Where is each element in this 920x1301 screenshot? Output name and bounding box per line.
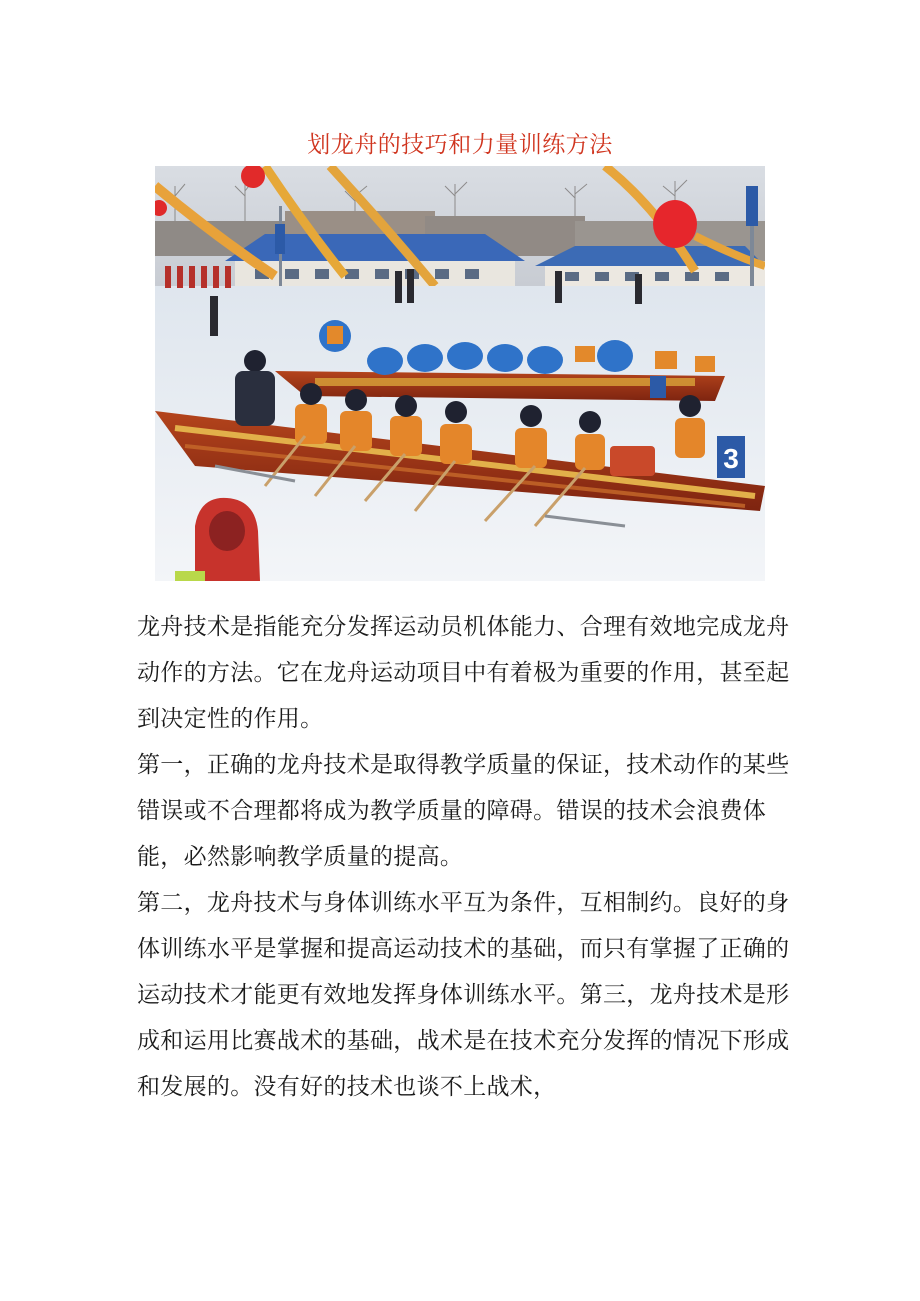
article-body [137, 604, 807, 1110]
boat-number-label: 3 [723, 443, 739, 474]
paragraph-2: 第一，正确的龙舟技术是取得教学质量的保证，技术动作的某些错误或不合理都将成为教学质量的障碍。错误的技术会浪费体能，必然影响教学质量的提高。 [137, 752, 790, 870]
dragon-boat-photo [155, 166, 765, 581]
paragraph-3: 第二，龙舟技术与身体训练水平互为条件，互相制约。良好的身体训练水平是掌握和提高运动技术的基础，而只有掌握了正确的运动技术才能更有效地发挥身体训练水平。第三，龙舟技术是形成和运用比赛战术的基础，战术是在技术充分发挥的情况下形成和发展的。没有好的技术也谈不上战术， [137, 890, 790, 1100]
page-title: 划龙舟的技巧和力量训练方法 [307, 132, 613, 158]
paragraph-1: 龙舟技术是指能充分发挥运动员机体能力、合理有效地完成龙舟动作的方法。它在龙舟运动项目中有着极为重要的作用，甚至起到决定性的作用。 [137, 614, 790, 732]
